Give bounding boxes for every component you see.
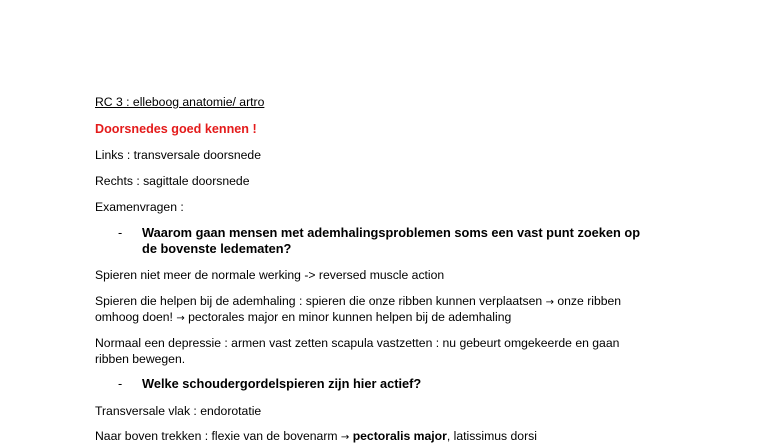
- question-1-line-1: Waarom gaan mensen met ademhalingsproblemen soms een vast punt zoeken op: [142, 225, 641, 240]
- question-2: Welke schoudergordelspieren zijn hier actief?: [142, 376, 422, 391]
- answer-2-line-1-a: Spieren die helpen bij de ademhaling : spieren die onze ribben kunnen verplaatsen: [95, 294, 543, 308]
- question-1-line-2: de bovenste ledematen?: [142, 241, 292, 256]
- answer-2-line-1-b: onze ribben: [557, 294, 622, 308]
- answer-2-line-2-a: omhoog doen!: [95, 310, 173, 324]
- arrow-icon: →: [176, 313, 185, 324]
- answer-5: [95, 428, 537, 446]
- bullet-dash-1: -: [118, 226, 123, 240]
- highlight-text: Doorsnedes goed kennen !: [95, 122, 257, 136]
- answer-5-part-2: , latissimus dorsi: [446, 429, 537, 443]
- answer-3-line-2: ribben bewegen.: [95, 352, 186, 366]
- text-line-rechts: Rechts : sagittale doorsnede: [95, 174, 250, 188]
- answer-5-part-1: Naar boven trekken : flexie van de bovenarm: [95, 429, 338, 443]
- text-line-examenvragen: Examenvragen :: [95, 200, 184, 214]
- answer-5-bold: pectoralis major: [352, 429, 447, 443]
- answer-2-line-2-b: pectorales major en minor kunnen helpen bij de ademhaling: [188, 310, 512, 324]
- answer-1: Spieren niet meer de normale werking -> reversed muscle action: [95, 268, 445, 282]
- answer-3-line-1: Normaal een depressie : armen vast zetten scapula vastzetten : nu gebeurt omgekeerde en gaan: [95, 336, 620, 350]
- text-line-links: Links : transversale doorsnede: [95, 148, 261, 162]
- answer-4: Transversale vlak : endorotatie: [95, 404, 262, 418]
- answer-2-line-2: [95, 309, 511, 327]
- document-title: RC 3 : elleboog anatomie/ artro: [95, 95, 265, 109]
- bullet-dash-2: -: [118, 377, 123, 391]
- arrow-icon: →: [545, 297, 554, 308]
- arrow-icon: →: [340, 432, 350, 443]
